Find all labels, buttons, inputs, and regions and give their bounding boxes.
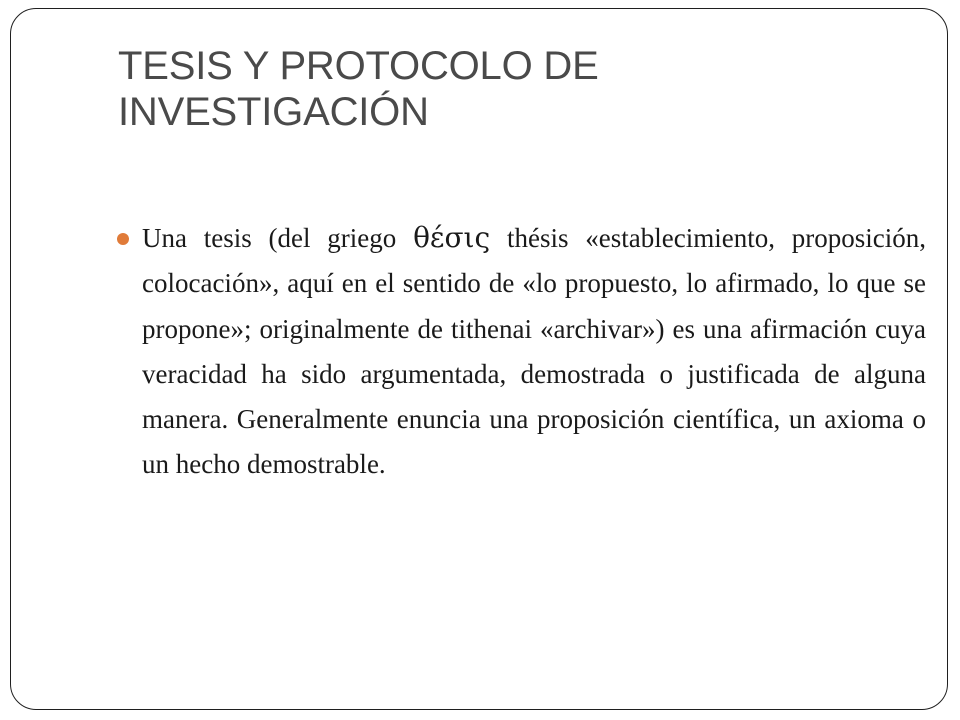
bullet-list	[116, 215, 926, 488]
slide-title: TESIS Y PROTOCOLO DE INVESTIGACIÓN	[118, 44, 599, 134]
greek-word: θέσις	[413, 221, 491, 254]
bullet-dot-icon	[117, 233, 129, 245]
bullet-text-after: thésis «establecimiento, proposición, colocación», aquí en el sentido de «lo propuesto, lo afirmado, lo que se propone»; originalmente de tithenai «archivar») es una afirmación cuya veracidad ha sido argumentada, demostrada o justificada de alguna manera. Generalmente enuncia una proposición científica, un axioma o un hecho demostrable.	[142, 223, 926, 480]
bullet-item	[116, 215, 926, 488]
bullet-text-before: Una tesis (del griego	[142, 223, 414, 253]
slide-frame	[10, 8, 948, 710]
